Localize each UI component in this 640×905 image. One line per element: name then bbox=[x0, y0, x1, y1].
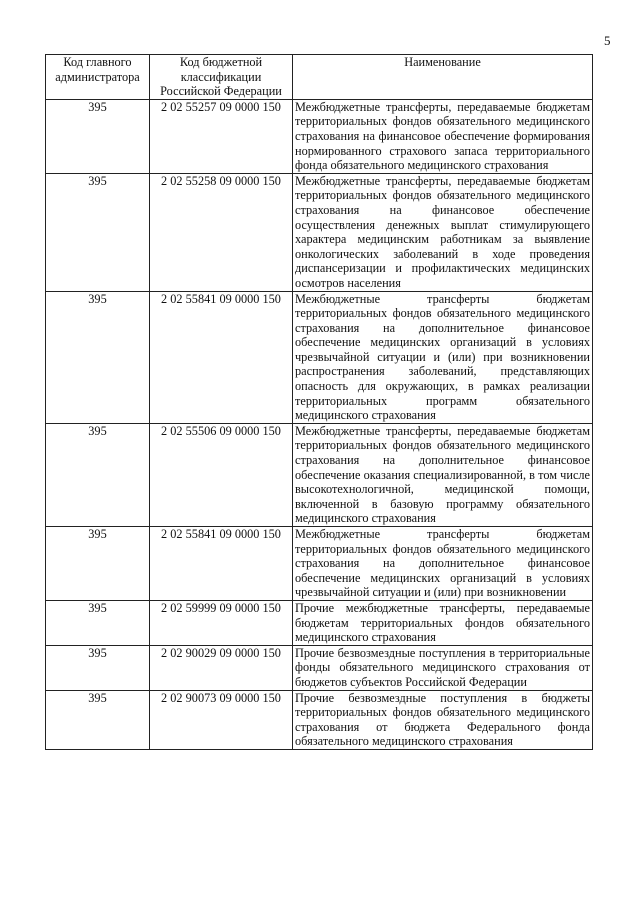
admin-code-cell: 395 bbox=[46, 645, 150, 690]
table-row bbox=[46, 423, 593, 526]
budget-classification-table bbox=[45, 54, 593, 750]
table-row bbox=[46, 600, 593, 645]
table-row bbox=[46, 173, 593, 291]
name-cell: Межбюджетные трансферты бюджетам территориальных фондов обязательного медицинского страхования на дополнительное финансовое обеспечение медицинских организаций в условиях чрезвычайной ситуации и (или) при возникновении распространения заболеваний, представляющих опасность для окружающих, в рамках реализации территориальных программ обязательного медицинского страхования bbox=[293, 291, 593, 423]
header-name: Наименование bbox=[293, 55, 593, 100]
name-cell: Межбюджетные трансферты, передаваемые бюджетам территориальных фондов обязательного медицинского страхования на финансовое обеспечение формирования нормированного страхового запаса территориального фонда обязательного медицинского страхования bbox=[293, 99, 593, 173]
admin-code-cell: 395 bbox=[46, 600, 150, 645]
budget-code-cell: 2 02 55258 09 0000 150 bbox=[150, 173, 293, 291]
table-row bbox=[46, 99, 593, 173]
budget-code-cell: 2 02 59999 09 0000 150 bbox=[150, 600, 293, 645]
admin-code-cell: 395 bbox=[46, 291, 150, 423]
admin-code-cell: 395 bbox=[46, 527, 150, 601]
name-cell: Межбюджетные трансферты, передаваемые бюджетам территориальных фондов обязательного медицинского страхования на финансовое обеспечение осуществления денежных выплат стимулирующего характера медицинским работникам за выявление онкологических заболеваний в ходе проведения диспансеризации и профилактических медицинских осмотров населения bbox=[293, 173, 593, 291]
budget-code-cell: 2 02 55841 09 0000 150 bbox=[150, 527, 293, 601]
name-cell: Прочие межбюджетные трансферты, передаваемые бюджетам территориальных фондов обязательного медицинского страхования bbox=[293, 600, 593, 645]
budget-code-cell: 2 02 90073 09 0000 150 bbox=[150, 690, 293, 749]
budget-code-cell: 2 02 55841 09 0000 150 bbox=[150, 291, 293, 423]
name-cell: Прочие безвозмездные поступления в территориальные фонды обязательного медицинского страхования от бюджетов субъектов Российской Федерации bbox=[293, 645, 593, 690]
admin-code-cell: 395 bbox=[46, 690, 150, 749]
name-cell: Межбюджетные трансферты, передаваемые бюджетам территориальных фондов обязательного медицинского страхования на дополнительное финансовое обеспечение оказания специализированной, в том числе высокотехнологичной, медицинской помощи, включенной в базовую программу обязательного медицинского страхования bbox=[293, 423, 593, 526]
budget-code-cell: 2 02 55257 09 0000 150 bbox=[150, 99, 293, 173]
table-row bbox=[46, 291, 593, 423]
header-budget-code: Код бюджетной классификации Российской Федерации bbox=[150, 55, 293, 100]
header-admin-code: Код главного администратора bbox=[46, 55, 150, 100]
table-row bbox=[46, 690, 593, 749]
admin-code-cell: 395 bbox=[46, 173, 150, 291]
page-number: 5 bbox=[604, 33, 611, 48]
table-header-row bbox=[46, 55, 593, 100]
name-cell: Прочие безвозмездные поступления в бюджеты территориальных фондов обязательного медицинского страхования от бюджета Федерального фонда обязательного медицинского страхования bbox=[293, 690, 593, 749]
budget-code-cell: 2 02 90029 09 0000 150 bbox=[150, 645, 293, 690]
admin-code-cell: 395 bbox=[46, 99, 150, 173]
table-row bbox=[46, 527, 593, 601]
admin-code-cell: 395 bbox=[46, 423, 150, 526]
table-row bbox=[46, 645, 593, 690]
budget-code-cell: 2 02 55506 09 0000 150 bbox=[150, 423, 293, 526]
name-cell: Межбюджетные трансферты бюджетам территориальных фондов обязательного медицинского страхования на дополнительное финансовое обеспечение медицинских организаций в условиях чрезвычайной ситуации и (или) при возникновении bbox=[293, 527, 593, 601]
